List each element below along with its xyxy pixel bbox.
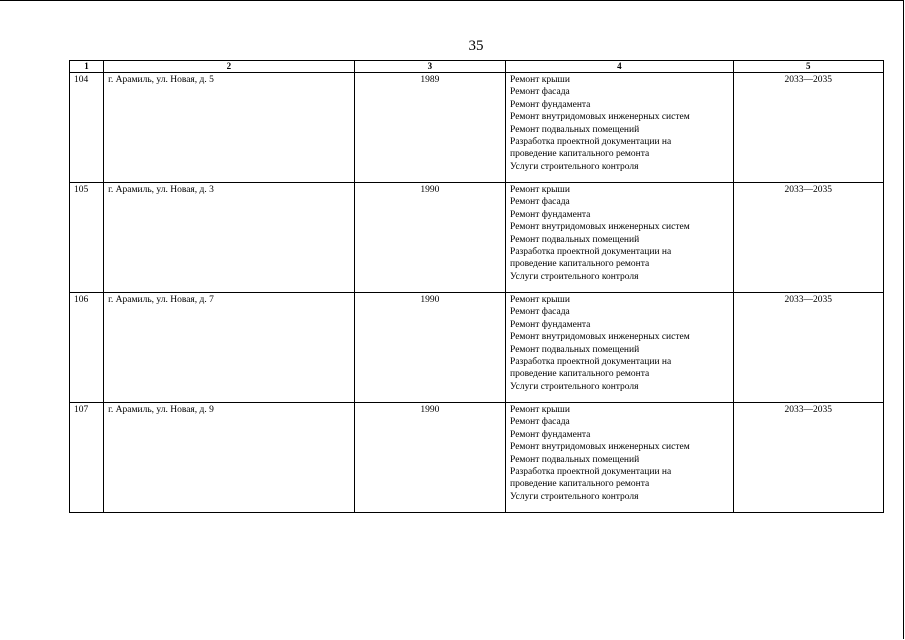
table-row — [70, 293, 884, 403]
address-cell: г. Арамиль, ул. Новая, д. 5 — [104, 73, 355, 183]
work-item: Ремонт фундамента — [510, 319, 591, 330]
table-row — [70, 403, 884, 513]
column-header-year: 3 — [354, 61, 505, 73]
work-item: Ремонт фасада — [510, 417, 570, 428]
work-item: Ремонт внутридомовых инженерных систем — [510, 112, 690, 123]
work-item: Разработка проектной документации на — [510, 357, 672, 368]
work-item: Разработка проектной документации на — [510, 467, 672, 478]
work-item: Ремонт фундамента — [510, 209, 591, 220]
work-item: Ремонт внутридомовых инженерных систем — [510, 332, 690, 343]
work-item: Услуги строительного контроля — [510, 381, 639, 392]
year-cell: 1989 — [354, 73, 505, 183]
work-item: Ремонт внутридомовых инженерных систем — [510, 442, 690, 453]
work-item: Услуги строительного контроля — [510, 161, 639, 172]
column-header-works: 4 — [506, 61, 734, 73]
table-header-row — [70, 61, 884, 73]
works-list — [510, 184, 729, 283]
period-cell: 2033—2035 — [733, 183, 883, 293]
works-list — [510, 294, 729, 393]
work-item: Ремонт крыши — [510, 185, 570, 195]
work-item: Ремонт крыши — [510, 405, 570, 415]
work-item: Ремонт фасада — [510, 307, 570, 318]
work-item: Ремонт фасада — [510, 197, 570, 208]
table-row — [70, 183, 884, 293]
works-cell — [506, 403, 734, 513]
work-item: Разработка проектной документации на — [510, 137, 672, 148]
work-item: Ремонт подвальных помещений — [510, 124, 640, 135]
year-cell: 1990 — [354, 183, 505, 293]
work-item: Разработка проектной документации на — [510, 247, 672, 258]
table-row — [70, 73, 884, 183]
row-number-cell: 107 — [70, 403, 104, 513]
works-cell — [506, 73, 734, 183]
address-cell: г. Арамиль, ул. Новая, д. 7 — [104, 293, 355, 403]
work-item: проведение капитального ремонта — [510, 259, 650, 270]
registry-table — [69, 60, 884, 513]
works-cell — [506, 293, 734, 403]
period-cell: 2033—2035 — [733, 403, 883, 513]
address-cell: г. Арамиль, ул. Новая, д. 9 — [104, 403, 355, 513]
column-header-number: 1 — [70, 61, 104, 73]
work-item: Ремонт подвальных помещений — [510, 234, 640, 245]
works-cell — [506, 183, 734, 293]
row-number-cell: 104 — [70, 73, 104, 183]
column-header-address: 2 — [104, 61, 355, 73]
column-header-period: 5 — [733, 61, 883, 73]
period-cell: 2033—2035 — [733, 73, 883, 183]
work-item: Ремонт подвальных помещений — [510, 454, 640, 465]
work-item: Ремонт фундамента — [510, 99, 591, 110]
work-item: Ремонт фундамента — [510, 429, 591, 440]
address-cell: г. Арамиль, ул. Новая, д. 3 — [104, 183, 355, 293]
works-list — [510, 74, 729, 173]
work-item: Услуги строительного контроля — [510, 271, 639, 282]
work-item: проведение капитального ремонта — [510, 369, 650, 380]
work-item: Ремонт внутридомовых инженерных систем — [510, 222, 690, 233]
work-item: Ремонт крыши — [510, 295, 570, 305]
work-item: Ремонт крыши — [510, 75, 570, 85]
row-number-cell: 105 — [70, 183, 104, 293]
work-item: Ремонт фасада — [510, 87, 570, 98]
row-number-cell: 106 — [70, 293, 104, 403]
work-item: Ремонт подвальных помещений — [510, 344, 640, 355]
year-cell: 1990 — [354, 403, 505, 513]
works-list — [510, 404, 729, 503]
work-item: проведение капитального ремонта — [510, 479, 650, 490]
page-number: 35 — [468, 38, 484, 54]
work-item: Услуги строительного контроля — [510, 491, 639, 502]
period-cell: 2033—2035 — [733, 293, 883, 403]
work-item: проведение капитального ремонта — [510, 149, 650, 160]
year-cell: 1990 — [354, 293, 505, 403]
